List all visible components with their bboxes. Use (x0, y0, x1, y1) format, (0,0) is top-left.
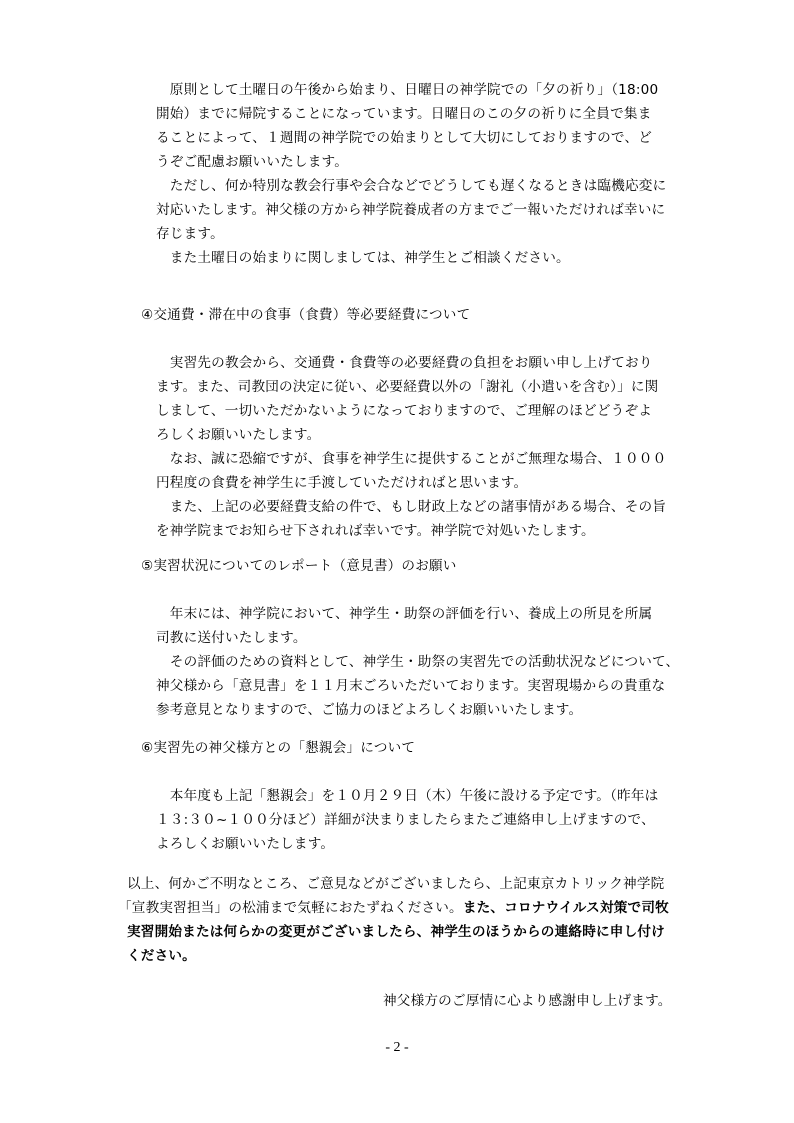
para1-line-2: 開始）までに帰院することになっています。日曜日のこの夕の祈りに全員で集ま (156, 106, 652, 122)
section-6-heading: ⑥実習先の神父様方との「懇親会」について (141, 740, 416, 756)
para4-line-3: しまして、一切いただかないようになっておりますので、ご理解のほどどうぞよ (156, 403, 653, 419)
para1-line-8: また土曜日の始まりに関しましては、神学生とご相談ください。 (156, 250, 570, 266)
para5-line-2: 司教に送付いたします。 (156, 630, 307, 646)
para4-line-2: ます。また、司教団の決定に従い、必要経費以外の「謝礼（小遣いを含む）」に関 (156, 379, 659, 395)
para5-line-3: その評価のための資料として、神学生・助祭の実習先での活動状況などについて、 (156, 654, 680, 670)
para4-line-8: を神学院までお知らせ下されれば幸いです。神学院で対処いたします。 (156, 523, 595, 539)
closing-line-2 (118, 898, 669, 918)
thanks-line: 神父様方のご厚情に心より感謝申し上げます。 (383, 993, 672, 1009)
para5-line-1: 年末には、神学院において、神学生・助祭の評価を行い、養成上の所見を所属 (156, 606, 653, 622)
para1-line-4: うぞご配慮お願いいたします。 (156, 154, 349, 170)
para4-line-6: 円程度の食費を神学生に手渡していただければと思います。 (156, 475, 528, 491)
para4-line-5: なお、誠に恐縮ですが、食事を神学生に提供することがご無理な場合、１０００ (156, 451, 667, 467)
closing-line-4: ください。 (127, 948, 196, 964)
closing-line-2-normal: 「宣教実習担当」の松浦まで気軽におたずねください。 (118, 900, 463, 916)
section-5-heading: ⑤実習状況についてのレポート（意見書）のお願い (141, 558, 457, 574)
para1-line-7: 存じます。 (156, 226, 224, 242)
para6-line-3: よろしくお願いいたします。 (156, 836, 335, 852)
para1-line-6: 対応いたします。神父様の方から神学院養成者の方までご一報いただければ幸いに (156, 202, 666, 218)
section-4-heading: ④交通費・滞在中の食事（食費）等必要経費について (141, 307, 471, 323)
closing-line-2-bold: また、コロナウイルス対策で司牧 (462, 900, 669, 916)
para1-line-5: ただし、何か特別な教会行事や会合などでどうしても遅くなるときは臨機応変に (156, 178, 667, 194)
para6-line-2: １３:３０~１００分ほど）詳細が決まりましたらまたご連絡申し上げますので、 (156, 812, 655, 828)
page-number: - 2 - (385, 1040, 409, 1055)
closing-line-3: 実習開始または何らかの変更がございましたら、神学生のほうからの連絡時に申し付け (127, 924, 665, 940)
para4-line-7: また、上記の必要経費支給の件で、もし財政上などの諸事情がある場合、その旨 (156, 499, 667, 515)
para1-line-1: 原則として土曜日の午後から始まり、日曜日の神学院での「夕の祈り」（18:00 (156, 82, 659, 98)
para6-line-1: 本年度も上記「懇親会」を１０月２９日（木）午後に設ける予定です。（昨年は (156, 788, 659, 804)
closing-line-1: 以上、何かご不明なところ、ご意見などがございましたら、上記東京カトリック神学院 (127, 876, 665, 892)
para4-line-4: ろしくお願いいたします。 (156, 427, 321, 443)
para1-line-3: ることによって、１週間の神学院での始まりとして大切にしておりますので、ど (156, 130, 653, 146)
para4-line-1: 実習先の教会から、交通費・食費等の必要経費の負担をお願い申し上げており (156, 355, 653, 371)
para5-line-4: 神父様から「意見書」を１１月末ごろいただいております。実習現場からの貴重な (156, 678, 666, 694)
para5-line-5: 参考意見となりますので、ご協力のほどよろしくお願いいたします。 (156, 702, 583, 718)
